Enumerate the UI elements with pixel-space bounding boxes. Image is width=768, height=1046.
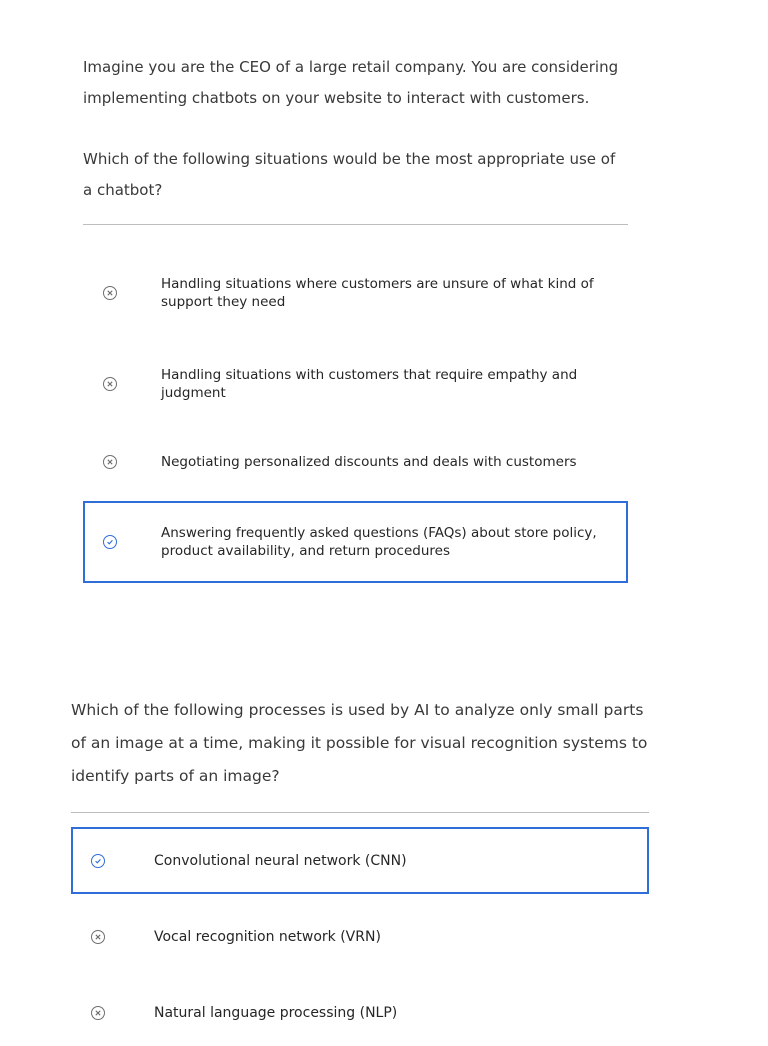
x-circle-icon bbox=[103, 377, 117, 391]
x-circle-icon bbox=[91, 930, 105, 944]
question-1-option-4-selected[interactable] bbox=[83, 501, 628, 583]
question-2-prompt-text: Which of the following processes is used by AI to analyze only small parts of an image at a time, making it possible for visual recognition systems to identify parts of an image? bbox=[71, 701, 648, 785]
option-label: Vocal recognition network (VRN) bbox=[154, 928, 381, 945]
x-circle-icon bbox=[91, 1006, 105, 1020]
option-label: Negotiating personalized discounts and deals with customers bbox=[161, 454, 577, 470]
question-2-options bbox=[71, 827, 649, 1046]
question-2-option-3[interactable] bbox=[71, 979, 649, 1046]
question-1-options bbox=[83, 252, 628, 583]
x-circle-icon bbox=[103, 286, 117, 300]
question-1-prompt-text: Which of the following situations would be the most appropriate use of a chatbot? bbox=[83, 150, 616, 199]
question-2-option-2[interactable] bbox=[71, 903, 649, 970]
check-circle-icon bbox=[103, 535, 117, 549]
question-1-option-1[interactable] bbox=[83, 252, 628, 334]
x-circle-icon bbox=[103, 455, 117, 469]
option-label: Handling situations with customers that require empathy and judgment bbox=[161, 367, 578, 401]
check-circle-icon bbox=[91, 854, 105, 868]
question-1-option-3[interactable] bbox=[83, 434, 628, 490]
question-2-option-1-selected[interactable] bbox=[71, 827, 649, 894]
question-1-scenario bbox=[83, 52, 628, 114]
question-1-option-2[interactable] bbox=[83, 343, 628, 425]
option-label: Convolutional neural network (CNN) bbox=[154, 852, 407, 869]
question-2-divider bbox=[71, 812, 649, 813]
option-label: Handling situations where customers are unsure of what kind of support they need bbox=[161, 276, 594, 310]
question-1-scenario-text: Imagine you are the CEO of a large retail company. You are considering implementing chatbots on your website to interact with customers. bbox=[83, 58, 619, 107]
option-label: Answering frequently asked questions (FAQs) about store policy, product availability, and return procedures bbox=[161, 525, 597, 559]
question-1 bbox=[83, 52, 628, 583]
question-1-prompt bbox=[83, 144, 628, 206]
question-1-divider bbox=[83, 224, 628, 225]
question-2 bbox=[71, 694, 649, 1046]
option-label: Natural language processing (NLP) bbox=[154, 1004, 398, 1021]
